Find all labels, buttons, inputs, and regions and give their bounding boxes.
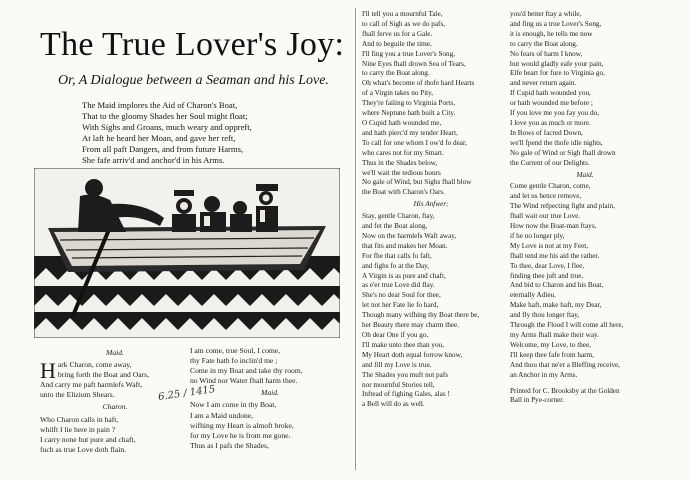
verse-line: They're failing to Virginia Ports, [362, 99, 456, 108]
verse-line: for my Love he is from me gone. [190, 430, 291, 440]
verse-line: unto the Elizium Shears. [40, 390, 115, 400]
intro-line: That to the gloomy Shades her Soul might float; [82, 111, 248, 121]
verse-line: Now on the harmlefs Waft away, [362, 231, 457, 240]
verse-line: wifhing my Heart is almoft broke, [190, 420, 294, 430]
verse-line: or hath wounded me before ; [510, 99, 593, 108]
verse-line: a Bell will do as well. [362, 400, 425, 409]
verse-line: as e'er true Love did flay. [362, 281, 435, 290]
verse-line: And bid to Charon and his Boat, [510, 281, 604, 290]
printer-imprint [510, 387, 660, 407]
verse-line: And carry me paft harmlefs Waft, [40, 380, 143, 390]
verse-line: A Virgin is as pure and chaft, [362, 271, 446, 280]
verse-line: to carry the Boat along. [362, 69, 430, 78]
verse-line: I carry none but pure and chaft, [40, 434, 136, 444]
verse-line: it is enough, he tells me now [510, 29, 593, 38]
verse-line: whilft I lie here in pain ? [40, 424, 116, 434]
verse-line: Oh dear One if you go, [362, 331, 429, 339]
verse-line: to carry the Boat along. [510, 39, 578, 48]
verse-line: and fighs fo at the Day, [362, 261, 429, 270]
intro-line: The Maid implores the Aid of Charon's Boat, [82, 100, 238, 110]
imprint-line: Ball in Pye-corner. [510, 396, 565, 405]
verse-line: nor mournful Stories tell, [362, 380, 435, 389]
verse-line: In Bows of facred Down, [510, 128, 583, 137]
verse-line: and fet the Boat along, [362, 222, 428, 231]
verse-line: an Anchor in my Arms. [510, 370, 578, 379]
verse-line: and hath pierc'd my tender Heart, [362, 128, 458, 137]
verse-line: ark Charon, come away, [57, 360, 132, 370]
broadside-title: The True Lover's Joy: [40, 26, 345, 63]
verse-line: Thus in the Shades below, [362, 158, 438, 167]
verse-line: No gale of Wind, but Sighs fhall blow [362, 178, 472, 187]
column-right-b-verses [510, 10, 660, 406]
verse-line: She's no dear Soul for thee, [362, 291, 441, 300]
verse-line: Stay, gentle Charon, ftay, [362, 212, 435, 221]
intro-line: At laft he heard her Moan, and gave her reft, [82, 133, 236, 143]
verse-line: I'll keep thee fafe from harm, [510, 350, 594, 359]
verse-line: fhall tend me his aid the rather. [510, 251, 600, 260]
column-middle-verses [190, 346, 350, 451]
verse-line: my Arms fhall make their way. [510, 331, 599, 339]
verse-line: Nine Eyes fhall drown Sea of Tears, [362, 59, 466, 68]
verse-line: Oh what's become of thofe hard Hearts [362, 79, 475, 88]
verse-line: we'll wait the tedious hours [362, 168, 441, 177]
verse-line: Though many wifhing thy Boat there be, [362, 311, 480, 320]
page-fold-divider [355, 8, 356, 470]
verse-line: My Love is not at my Feet, [510, 241, 589, 250]
verse-line: fhall wait our true Love. [510, 212, 581, 221]
verse-line: If you love me you fay you do, [510, 109, 600, 118]
verse-line: the Current of our Delights. [510, 158, 590, 167]
verse-line: we'll fpend the thofe idle nights, [510, 138, 603, 147]
verse-line: Make haft, make haft, my Dear, [510, 301, 602, 310]
verse-line: fhall ferve us for a Gale. [362, 29, 433, 38]
verse-line: eternally Adieu. [510, 291, 556, 300]
speaker-label: His Anfwer; [413, 200, 449, 209]
verse-line: And thou that ne'er a Bleffing receive, [510, 360, 620, 369]
speaker-label: Maid. [261, 388, 279, 398]
verse-line: For fhe that calls fo faft, [362, 251, 432, 260]
verse-line: Come gentle Charon, come, [510, 182, 591, 191]
verse-line: that fits and makes her Moan. [362, 241, 448, 250]
speaker-label: Maid. [106, 348, 124, 357]
verse-line: the Boat with Charon's Oars. [362, 188, 445, 197]
speaker-label: Charon. [102, 402, 128, 412]
imprint-line: Printed for C. Brooksby at the Golden [510, 386, 620, 395]
verse-line: No fears of harm I know, [510, 49, 583, 58]
boat-woodcut-illustration [34, 168, 340, 338]
verse-line: where Neptune hath built a City. [362, 109, 456, 118]
verse-line: The Shades you muft not pafs [362, 370, 449, 379]
verse-line: let not her Fate lie fo hard, [362, 301, 439, 310]
verse-line: of a Virgin takes no Pity, [362, 89, 434, 98]
verse-line: The Wind refpecting fight and plain, [510, 202, 615, 211]
verse-line: her Beauty there may charm thee. [362, 321, 459, 330]
verse-line: To thee, dear Love, I flee, [510, 261, 585, 270]
verse-line: If Cupid hath wounded you, [510, 89, 591, 98]
verse-line: My Heart doth equal forrow know, [362, 350, 463, 359]
verse-line: and fing us a true Lover's Song, [510, 19, 602, 28]
verse-line: finding thee juft and true, [510, 271, 584, 280]
speaker-label: Maid. [576, 170, 594, 179]
verse-line: and fill my Love is true. [362, 360, 432, 369]
verse-line: I'll tell you a mournful Tale, [362, 10, 443, 18]
verse-line: Welcome, my Love, to thee, [510, 340, 592, 349]
verse-line: but would gladly eafe your pain, [510, 59, 604, 68]
verse-line: No gale of Wind or Sigh fhall drown [510, 148, 616, 157]
verse-line: Come in my Boat and take thy room, [190, 366, 303, 376]
intro-line: With Sighs and Groans, much weary and oppreft, [82, 122, 252, 132]
verse-line: I am a Maid undone, [190, 410, 254, 420]
intro-line: From all paft Dangers, and from future Harms, [82, 144, 244, 154]
verse-line: Through the Flood I will come all here, [510, 321, 624, 330]
verse-line: and never return again. [510, 79, 577, 88]
verse-line: if he no longer ply, [510, 231, 565, 240]
verse-line: O Cupid hath wounded me, [362, 118, 442, 127]
verse-line: I am come, true Soul, I come, [190, 346, 281, 355]
drop-cap: H [40, 358, 56, 384]
verse-line: and fly thou longer ftay, [510, 311, 580, 320]
verse-line: thy Fate hath fo inclin'd me ; [190, 356, 278, 366]
verse-line: And to beguile the time, [362, 39, 432, 48]
verse-line: To call for one whom I ow'd fo dear, [362, 138, 467, 147]
verse-line: who cares not for my Smart. [362, 148, 444, 157]
verse-line: you'd better ftay a while, [510, 10, 582, 18]
verse-line: Thus as I pafs the Shades, [190, 440, 269, 450]
verse-line: Now I am come in thy Boat, [190, 400, 277, 410]
handwritten-note: 6.25 / 1415 [157, 384, 216, 403]
intro-line: She fafe arriv'd and anchor'd in his Arms. [82, 155, 225, 165]
verse-line: no Wind nor Water fhall harm thee. [190, 376, 298, 386]
broadside-subtitle: Or, A Dialogue between a Seaman and his Love. [58, 73, 329, 88]
verse-line: Who Charon calls in haft, [40, 414, 119, 424]
verse-line: I'll make unto thee than you, [362, 340, 444, 349]
verse-line: Inftead of fighing Gales, alas ! [362, 390, 450, 399]
verse-line: to call of Sigh as we do pafs, [362, 19, 446, 28]
column-right-a-verses [362, 10, 500, 410]
verse-line: I love you as much or more. [510, 118, 591, 127]
verse-line: bring forth the Boat and Oars, [57, 370, 149, 380]
verse-line: How now the Boat-man ftays, [510, 222, 597, 231]
verse-line: and let us hence remove, [510, 192, 582, 201]
verse-line: I'll fing you a true Lover's Song, [362, 49, 456, 58]
verse-line: fuch as true Love doth flain. [40, 444, 127, 454]
verse-line: Elfe heart for fure to Virginia go, [510, 69, 605, 78]
